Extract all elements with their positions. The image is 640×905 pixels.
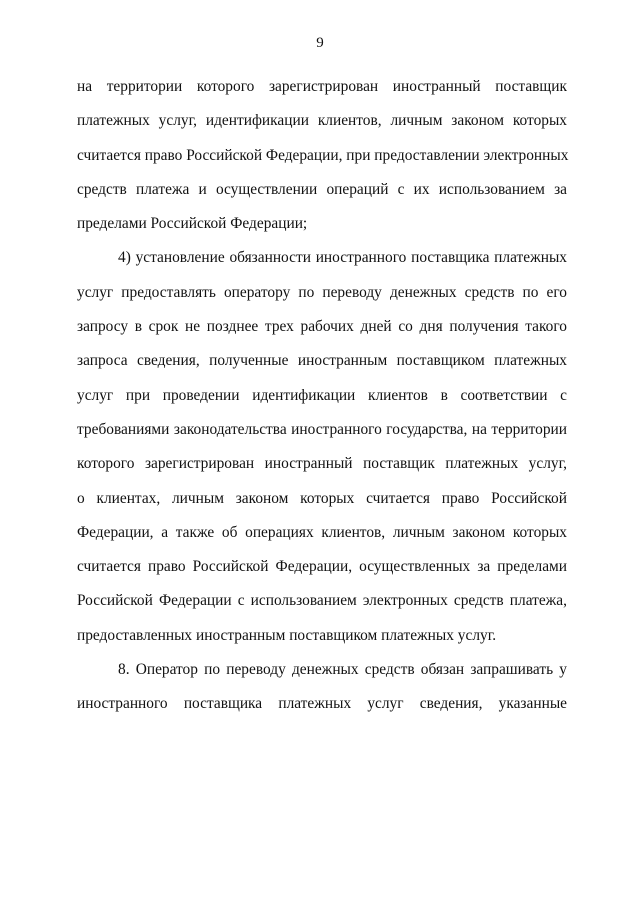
text-line: запросу в срок не позднее трех рабочих дней со дня получения такого <box>77 318 567 336</box>
text-line: Российской Федерации с использованием электронных средств платежа, <box>77 592 567 610</box>
text-line: которого зарегистрирован иностранный поставщик платежных услуг, <box>77 455 567 473</box>
text-line: пределами Российской Федерации; <box>77 215 308 233</box>
paragraph-continuation <box>77 70 567 241</box>
text-line: услуг при проведении идентификации клиентов в соответствии с <box>77 386 567 404</box>
text-line: иностранного поставщика платежных услуг сведения, указанные <box>77 695 567 713</box>
text-line: считается право Российской Федерации, осуществленных за пределами <box>77 558 567 576</box>
text-line: 8. Оператор по переводу денежных средств обязан запрашивать у <box>118 661 567 679</box>
text-line: на территории которого зарегистрирован иностранный поставщик <box>77 78 567 95</box>
paragraph-section-8 <box>77 653 567 722</box>
text-line: предоставленных иностранным поставщиком платежных услуг. <box>77 626 497 644</box>
text-line: запроса сведения, полученные иностранным поставщиком платежных <box>77 352 567 370</box>
text-line: о клиентах, личным законом которых считается право Российской <box>77 489 567 507</box>
text-line: средств платежа и осуществлении операций с их использованием за <box>77 180 567 198</box>
paragraph-item-4 <box>77 241 567 653</box>
text-line: 4) установление обязанности иностранного поставщика платежных <box>118 249 567 267</box>
document-body <box>77 70 567 722</box>
text-line: платежных услуг, идентификации клиентов, личным законом которых <box>77 112 567 130</box>
page-number: 9 <box>316 35 324 51</box>
text-line: требованиями законодательства иностранного государства, на территории <box>77 420 567 438</box>
text-line: Федерации, а также об операциях клиентов, личным законом которых <box>77 523 567 541</box>
text-line: считается право Российской Федерации, при предоставлении электронных <box>77 146 569 164</box>
text-line: услуг предоставлять оператору по переводу денежных средств по его <box>77 283 567 301</box>
